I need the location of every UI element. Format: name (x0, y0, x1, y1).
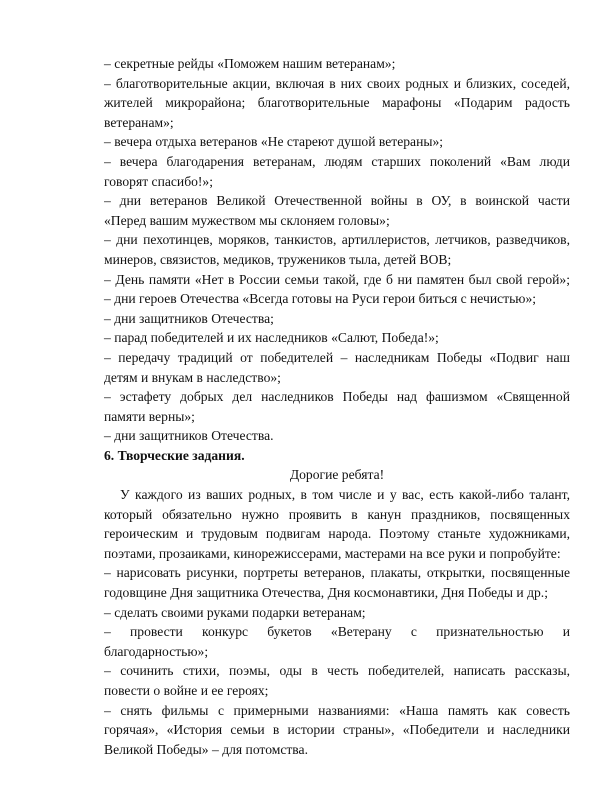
list-item: – передачу традиций от победителей – наследникам Победы «Подвиг наш (104, 349, 570, 365)
list-item: горячая», «История семьи в истории страны», «Победители и наследники (104, 722, 570, 738)
list-item: – эстафету добрых дел наследников Победы над фашизмом «Священной (104, 389, 570, 405)
paragraph-line: который обязательно нужно проявить в канун праздников, посвященных (104, 506, 570, 522)
list-item: – сочинить стихи, поэмы, оды в честь победителей, написать рассказы, (104, 663, 570, 679)
list-item: – парад победителей и их наследников «Салют, Победа!»; (104, 330, 439, 346)
paragraph-line: поэтами, прозаиками, кинорежиссерами, мастерами на все руки и попробуйте: (104, 545, 561, 561)
list-item: говорят спасибо!»; (104, 173, 214, 189)
list-item: «Перед вашим мужеством мы склоняем головы»; (104, 212, 390, 228)
list-item: – День памяти «Нет в России семьи такой, где б ни памятен был свой герой»; (104, 271, 570, 287)
greeting: Дорогие ребята! (289, 467, 385, 483)
paragraph-line: У каждого из ваших родных, в том числе и у вас, есть какой-либо талант, (120, 487, 570, 503)
list-item: – дни защитников Отечества; (104, 310, 274, 326)
list-item: – дни пехотинцев, моряков, танкистов, артиллеристов, летчиков, разведчиков, (104, 232, 570, 248)
document-page (104, 54, 570, 759)
paragraph-line: героическим и трудовым подвигам народа. Поэтому станьте художниками, (104, 526, 570, 542)
events-list (104, 54, 570, 446)
list-item: минеров, связистов, медиков, тружеников тыла, детей ВОВ; (104, 251, 452, 267)
list-item: – дни героев Отечества «Всегда готовы на Руси герои биться с нечистью»; (104, 291, 537, 307)
list-item: – дни защитников Отечества. (104, 428, 274, 444)
section-heading: 6. Творческие задания. (104, 447, 245, 463)
list-item: – провести конкурс букетов «Ветерану с признательностью и (104, 624, 570, 640)
list-item: жителей микрорайона; благотворительные марафоны «Подарим радость (104, 95, 570, 111)
list-item: – нарисовать рисунки, портреты ветеранов, плакаты, открытки, посвященные (104, 565, 570, 581)
list-item: детям и внукам в наследство»; (104, 369, 281, 385)
list-item: благодарностью»; (104, 643, 209, 659)
list-item: памяти верны»; (104, 408, 195, 424)
list-item: – благотворительные акции, включая в них своих родных и близких, соседей, (104, 75, 570, 91)
list-item: ветеранам»; (104, 114, 174, 130)
list-item: – вечера благодарения ветеранам, людям старших поколений «Вам люди (104, 153, 570, 169)
tasks-paragraph (104, 485, 570, 759)
list-item: годовщине Дня защитника Отечества, Дня космонавтики, Дня Победы и др.; (104, 585, 548, 601)
list-item: – сделать своими руками подарки ветеранам; (104, 604, 366, 620)
list-item: повести о войне и ее героях; (104, 683, 269, 698)
list-item: – вечера отдыха ветеранов «Не стареют душой ветераны»; (104, 134, 444, 150)
list-item: Великой Победы» – для потомства. (104, 741, 308, 757)
list-item: – секретные рейды «Поможем нашим ветеранам»; (104, 56, 396, 71)
list-item: – дни ветеранов Великой Отечественной войны в ОУ, в воинской части (104, 193, 570, 209)
list-item: – снять фильмы с примерными названиями: «Наша память как совесть (104, 702, 570, 718)
